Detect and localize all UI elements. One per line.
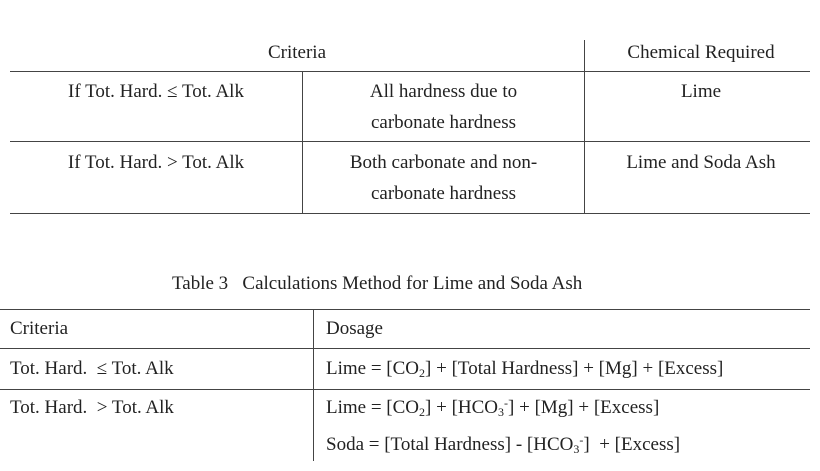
table2-row1-dosage: Lime = $[CO_2]$ + [Total Hardness] + [Mg] + [Excess] [326, 358, 724, 380]
table1-row2-chemical: Lime and Soda Ash [626, 152, 776, 173]
table1-bottom-rule [10, 213, 810, 214]
table2-top-rule [0, 309, 810, 310]
table1-row2-desc-line1: Both carbonate and non- [349, 152, 538, 173]
table2-caption: Table 3 Calculations Method for Lime and Soda Ash [172, 273, 583, 294]
table2-header-dosage: Dosage [326, 318, 383, 339]
table2-row2-dosage-soda: Soda = [Total Hardness] - $[HCO_3^-]$ + [Excess] [326, 433, 681, 456]
table1-row1-desc-line1: All hardness due to [369, 81, 518, 102]
table2-row2-dosage-lime: Lime = $[CO_2] + [HCO_3^-] + [Mg]$ + [Excess] [326, 396, 660, 419]
table1-top-rule [10, 71, 810, 72]
table1-col-divider-main [584, 40, 585, 213]
table2-row1-rule [0, 389, 810, 390]
table1-row1-rule [10, 141, 810, 142]
table2-row1-criteria: Tot. Hard. ≤ Tot. Alk [10, 358, 174, 379]
table1-row1-chemical: Lime [680, 81, 722, 102]
table1-header-criteria: Criteria [267, 42, 327, 63]
table1-row2-desc-line2: carbonate hardness [370, 183, 517, 204]
table1-row2-condition: If Tot. Hard. > Tot. Alk [67, 152, 245, 173]
table2-header-criteria: Criteria [10, 318, 69, 339]
table1-header-chemical: Chemical Required [627, 42, 775, 63]
table1-row1-condition: If Tot. Hard. ≤ Tot. Alk [68, 81, 244, 102]
table2-col-divider [313, 310, 314, 461]
table1-row1-desc-line2: carbonate hardness [370, 112, 517, 133]
table2-row2-criteria: Tot. Hard. > Tot. Alk [10, 397, 174, 418]
table2-header-rule [0, 348, 810, 349]
